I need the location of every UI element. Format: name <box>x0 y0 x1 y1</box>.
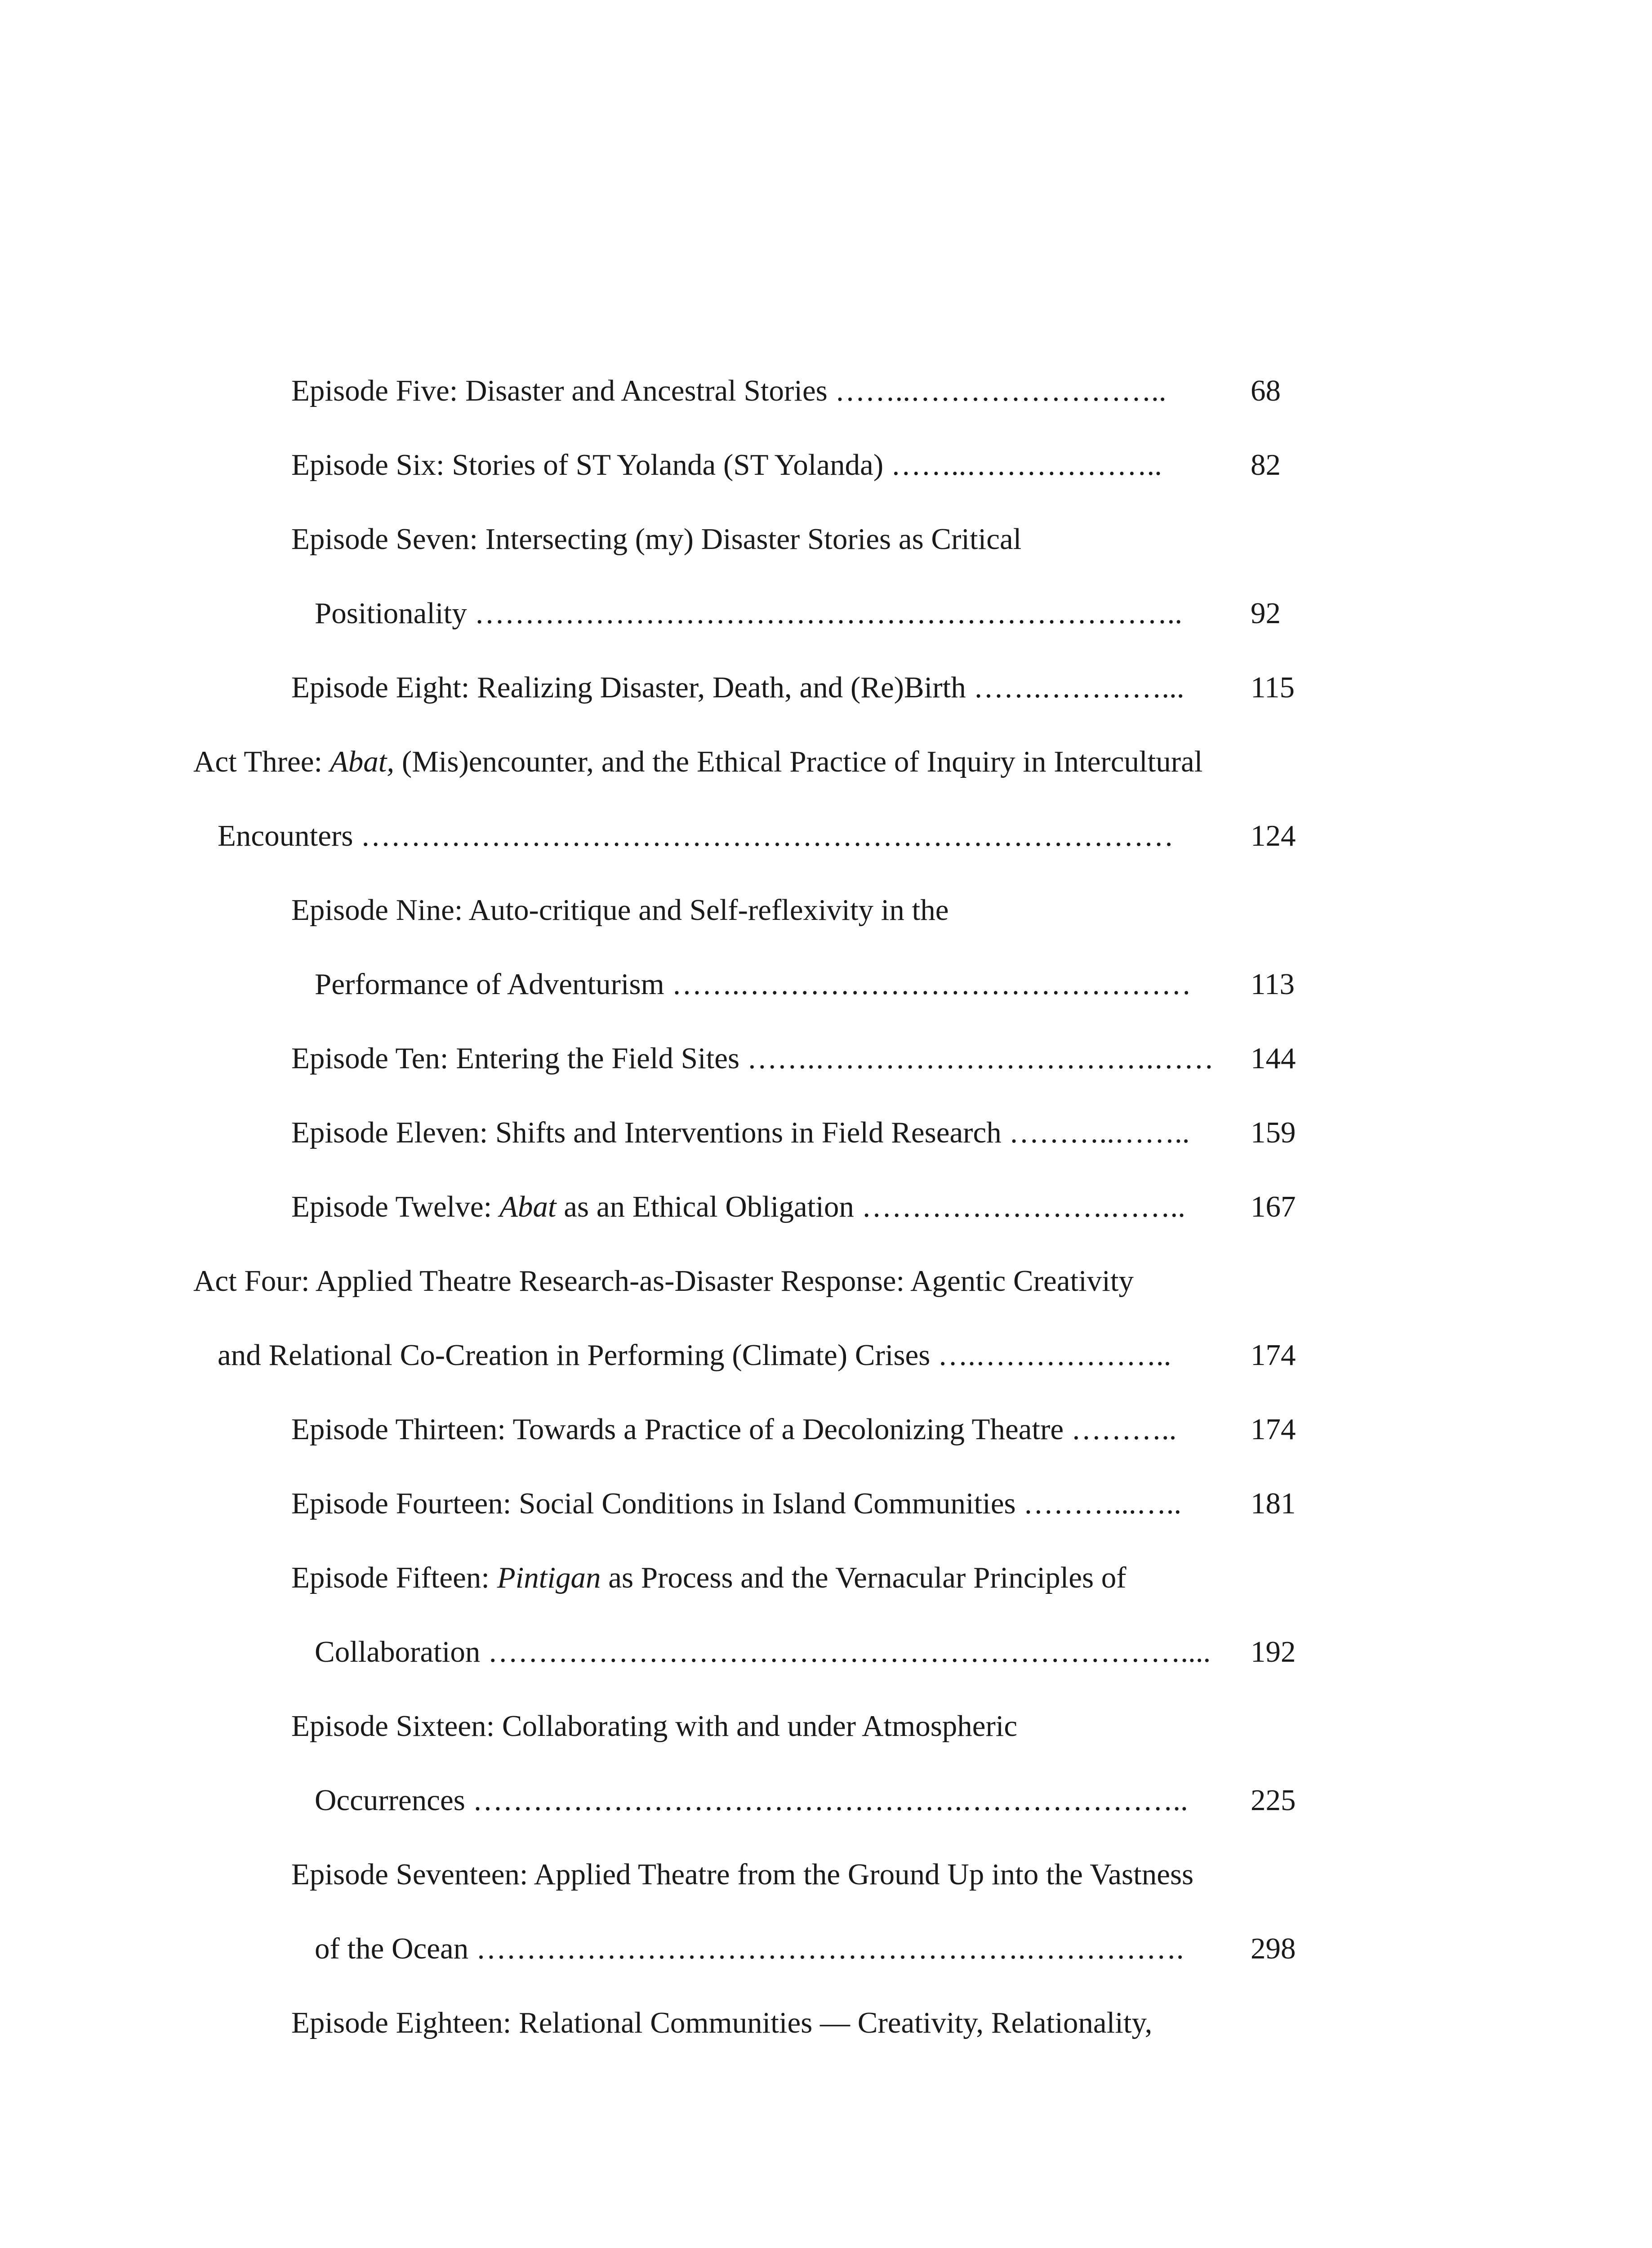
toc-entry-title: Episode Eleven: Shifts and Interventions in Field Research <box>291 1116 1002 1149</box>
toc-page-number: 68 <box>1251 374 1281 407</box>
toc-page-number: 167 <box>1251 1190 1296 1223</box>
toc-leader-dots: ……..…………………….. <box>835 374 1167 407</box>
toc-page-number: 159 <box>1251 1116 1296 1149</box>
toc-entry-episode-fourteen[interactable] <box>291 1489 1181 1519</box>
toc-entry-title: Episode Sixteen: Collaborating with and under Atmospheric <box>291 1709 1018 1743</box>
toc-entry-episode-seven[interactable] <box>291 524 1021 554</box>
toc-entry-title: Episode Nine: Auto-critique and Self-reflexivity in the <box>291 893 949 927</box>
toc-leader-dots: ……….. <box>1071 1413 1177 1446</box>
toc-entry-episode-eight[interactable] <box>291 673 1184 703</box>
toc-entry-episode-seventeen[interactable] <box>291 1860 1193 1890</box>
toc-entry-episode-twelve[interactable] <box>291 1192 1185 1222</box>
toc-entry-act-four-cont[interactable] <box>218 1340 1171 1370</box>
toc-page-number: 92 <box>1251 597 1281 630</box>
toc-entry-title: of the Ocean <box>315 1932 469 1965</box>
toc-entry-title: Episode Ten: Entering the Field Sites <box>291 1042 740 1075</box>
toc-leader-dots: …….……………………………………… <box>672 968 1192 1001</box>
toc-page-number: 192 <box>1251 1635 1296 1668</box>
toc-leader-dots: ….……………….. <box>938 1338 1171 1372</box>
toc-leader-dots: ……………………………………………………………………… <box>361 819 1174 852</box>
toc-entry-episode-seventeen-cont[interactable] <box>315 1934 1184 1964</box>
toc-entry-episode-eleven[interactable] <box>291 1118 1189 1148</box>
toc-entry-title: Episode Twelve: Abat as an Ethical Obligation <box>291 1190 854 1223</box>
toc-entry-episode-nine-cont[interactable] <box>315 969 1191 999</box>
toc-leader-dots: …………………………………………………………….... <box>488 1635 1211 1668</box>
toc-entry-title: Performance of Adventurism <box>315 968 664 1001</box>
toc-entry-title: Collaboration <box>315 1635 481 1668</box>
toc-leader-dots: …….…………... <box>973 671 1184 704</box>
toc-entry-episode-thirteen[interactable] <box>291 1414 1176 1445</box>
toc-entry-episode-fifteen-cont[interactable] <box>315 1637 1211 1667</box>
toc-leader-dots: …………………………………………………………….. <box>474 597 1183 630</box>
toc-page-number: 174 <box>1251 1413 1296 1446</box>
toc-leader-dots: ……………………………………………….……………. <box>476 1932 1184 1965</box>
toc-entry-act-three-cont[interactable] <box>218 821 1174 851</box>
toc-entry-act-four[interactable] <box>193 1266 1134 1296</box>
toc-entry-episode-sixteen-cont[interactable] <box>315 1785 1188 1815</box>
toc-entry-title: Episode Six: Stories of ST Yolanda (ST Yolanda) <box>291 448 884 482</box>
toc-leader-dots: ………..…….. <box>1009 1116 1190 1149</box>
toc-leader-dots: …………………….…….. <box>861 1190 1185 1223</box>
toc-page-number: 82 <box>1251 448 1281 482</box>
toc-entry-title: Episode Eighteen: Relational Communities — Creativity, Relationality, <box>291 2006 1153 2039</box>
toc-entry-title: and Relational Co-Creation in Performing (Climate) Crises <box>218 1338 931 1372</box>
toc-entry-episode-ten[interactable] <box>291 1044 1214 1074</box>
toc-entry-episode-sixteen[interactable] <box>291 1711 1017 1741</box>
toc-leader-dots: ………...….. <box>1023 1487 1182 1520</box>
toc-entry-title: Episode Fifteen: Pintigan as Process and the Vernacular Principles of <box>291 1561 1127 1594</box>
toc-page-number: 181 <box>1251 1487 1296 1520</box>
toc-page-number: 113 <box>1251 968 1295 1001</box>
toc-entry-title: Act Three: Abat, (Mis)encounter, and the Ethical Practice of Inquiry in Intercultural <box>193 745 1203 778</box>
toc-entry-episode-fifteen[interactable] <box>291 1563 1127 1593</box>
toc-entry-title: Episode Seven: Intersecting (my) Disaster Stories as Critical <box>291 522 1022 556</box>
toc-entry-episode-six[interactable] <box>291 450 1162 480</box>
toc-entry-episode-eighteen[interactable] <box>291 2008 1152 2038</box>
toc-page-number: 174 <box>1251 1338 1296 1372</box>
toc-entry-title: Episode Fourteen: Social Conditions in Island Communities <box>291 1487 1016 1520</box>
toc-entry-title: Act Four: Applied Theatre Research-as-Disaster Response: Agentic Creativity <box>193 1264 1134 1298</box>
toc-entry-act-three[interactable] <box>193 747 1202 777</box>
toc-leader-dots: …….…………………………….…… <box>747 1042 1214 1075</box>
toc-entry-title: Occurrences <box>315 1784 465 1817</box>
toc-page-number: 115 <box>1251 671 1295 704</box>
toc-leader-dots: ………………………………………….………………….. <box>472 1784 1188 1817</box>
toc-entry-episode-seven-cont[interactable] <box>315 598 1182 629</box>
toc-leader-dots: ……..……………….. <box>891 448 1162 482</box>
toc-entry-title: Positionality <box>315 597 467 630</box>
toc-entry-title: Episode Thirteen: Towards a Practice of a Decolonizing Theatre <box>291 1413 1064 1446</box>
toc-entry-episode-nine[interactable] <box>291 895 948 925</box>
toc-page-number: 124 <box>1251 819 1296 852</box>
toc-entry-title: Encounters <box>218 819 353 852</box>
toc-entry-title: Episode Seventeen: Applied Theatre from the Ground Up into the Vastness <box>291 1858 1194 1891</box>
toc-page-number: 298 <box>1251 1932 1296 1965</box>
toc-page-number: 144 <box>1251 1042 1296 1075</box>
toc-entry-title: Episode Eight: Realizing Disaster, Death, and (Re)Birth <box>291 671 966 704</box>
toc-entry-title: Episode Five: Disaster and Ancestral Stories <box>291 374 828 407</box>
toc-entry-episode-five[interactable] <box>291 376 1167 406</box>
toc-page-number: 225 <box>1251 1784 1296 1817</box>
